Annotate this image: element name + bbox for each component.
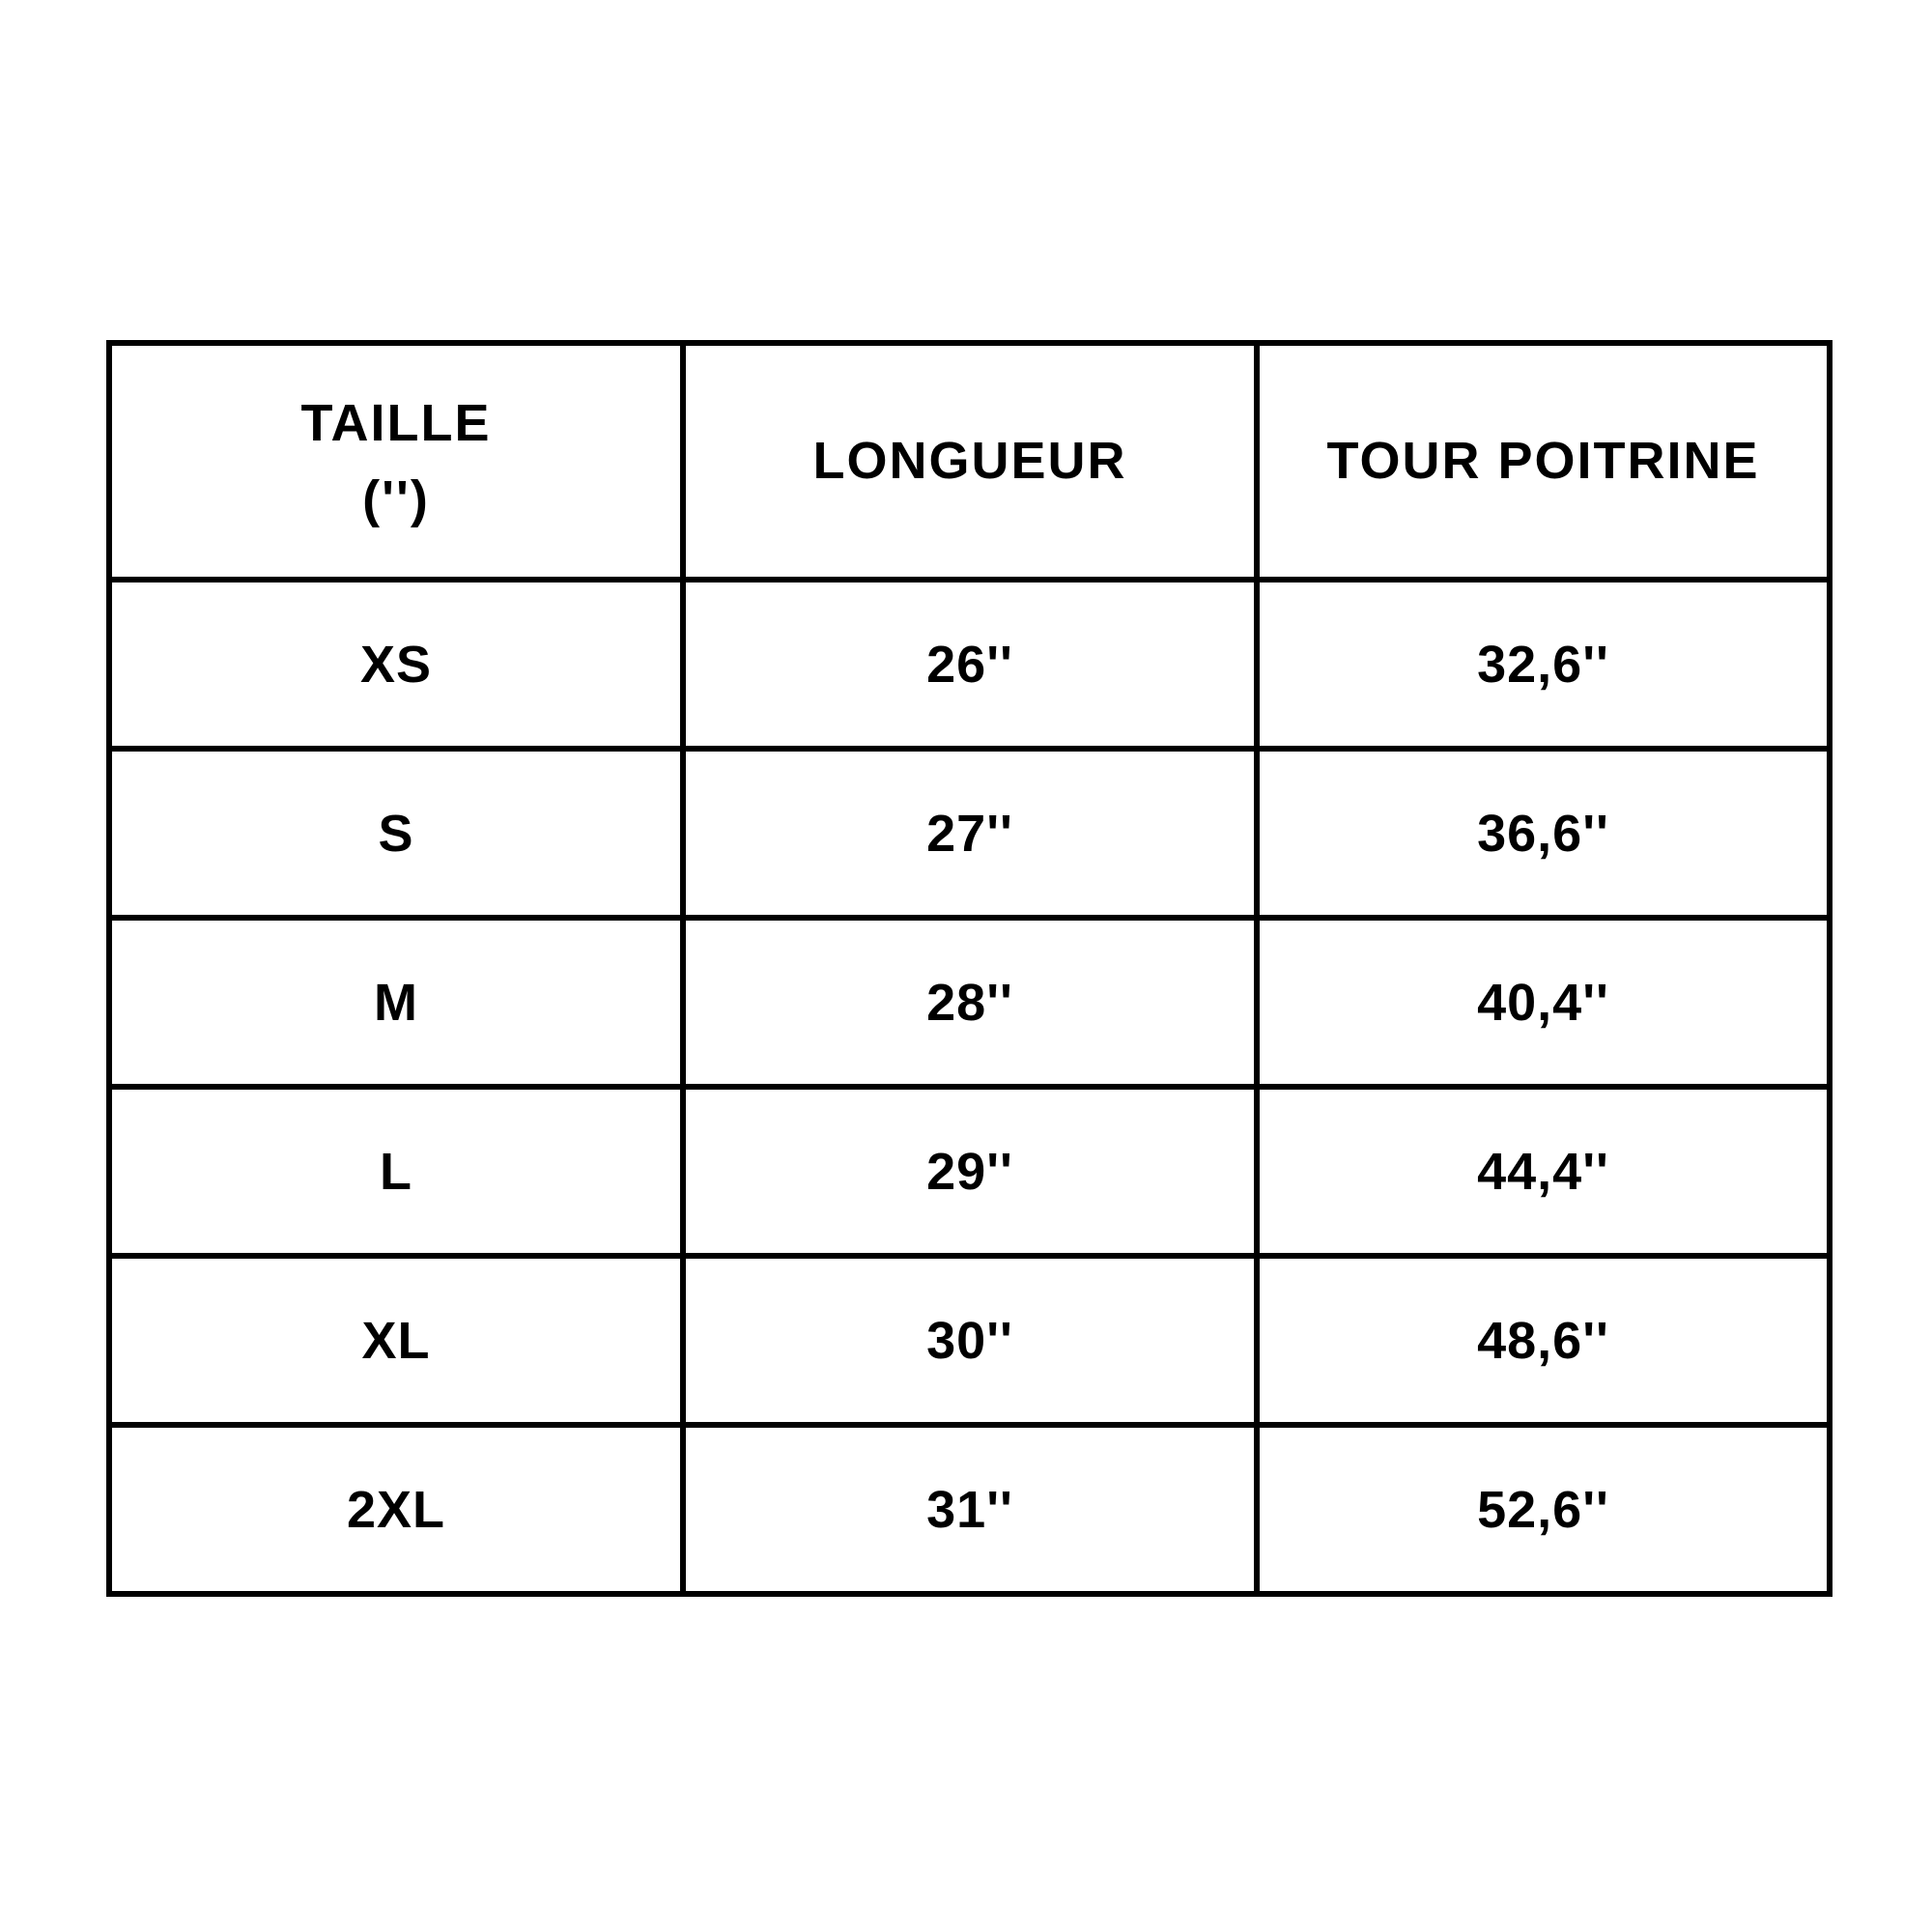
size-cell: XS bbox=[109, 580, 683, 749]
table-row-l bbox=[109, 1087, 1830, 1256]
chest-cell: 48,6'' bbox=[1257, 1256, 1830, 1425]
size-cell: XL bbox=[109, 1256, 683, 1425]
table-row-s bbox=[109, 749, 1830, 918]
length-cell: 27'' bbox=[683, 749, 1257, 918]
size-chart-table bbox=[106, 340, 1833, 1597]
table-row-m bbox=[109, 918, 1830, 1087]
length-cell: 31'' bbox=[683, 1425, 1257, 1594]
chest-cell: 36,6'' bbox=[1257, 749, 1830, 918]
size-cell: M bbox=[109, 918, 683, 1087]
length-cell: 30'' bbox=[683, 1256, 1257, 1425]
table-row-xl bbox=[109, 1256, 1830, 1425]
header-longueur-label: LONGUEUR bbox=[812, 432, 1127, 491]
size-cell: 2XL bbox=[109, 1425, 683, 1594]
chest-cell: 32,6'' bbox=[1257, 580, 1830, 749]
size-cell: L bbox=[109, 1087, 683, 1256]
length-cell: 29'' bbox=[683, 1087, 1257, 1256]
length-cell: 26'' bbox=[683, 580, 1257, 749]
header-tour-poitrine-label: TOUR POITRINE bbox=[1326, 432, 1760, 491]
length-cell: 28'' bbox=[683, 918, 1257, 1087]
table-row-2xl bbox=[109, 1425, 1830, 1594]
chest-cell: 44,4'' bbox=[1257, 1087, 1830, 1256]
header-cell-longueur bbox=[683, 343, 1257, 580]
chest-cell: 40,4'' bbox=[1257, 918, 1830, 1087]
header-cell-taille bbox=[109, 343, 683, 580]
header-taille-label: TAILLE bbox=[300, 394, 492, 453]
table-row-xs bbox=[109, 580, 1830, 749]
header-taille-unit: ('') bbox=[362, 469, 430, 528]
size-cell: S bbox=[109, 749, 683, 918]
chest-cell: 52,6'' bbox=[1257, 1425, 1830, 1594]
header-cell-tour-poitrine bbox=[1257, 343, 1830, 580]
header-row bbox=[109, 343, 1830, 580]
